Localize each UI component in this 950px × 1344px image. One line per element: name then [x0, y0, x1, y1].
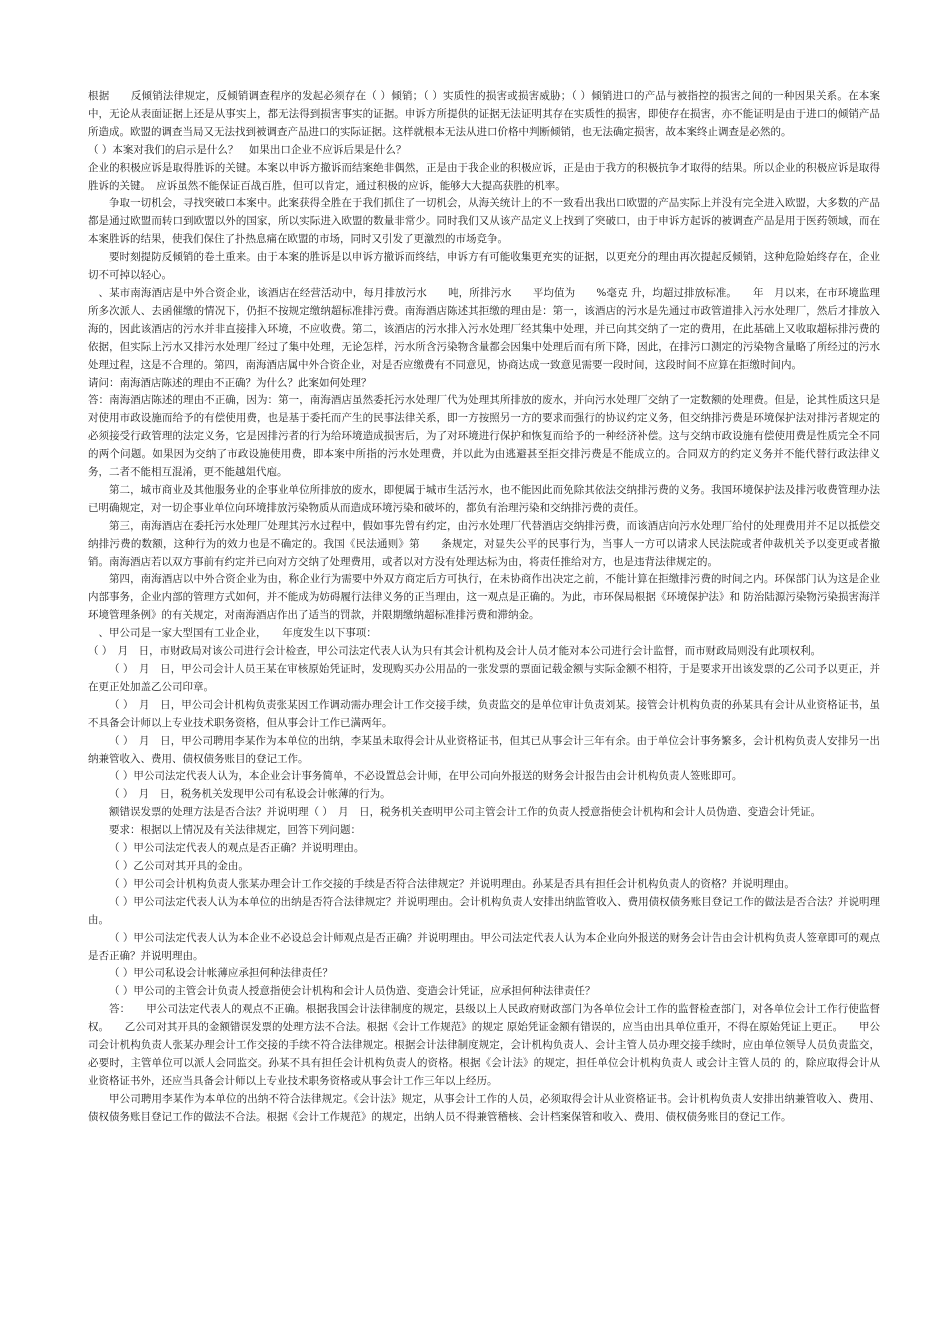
requirement-7: （ ）甲公司的主管会计负责人授意指使会计机构和会计人员伪造、变造会计凭证，应承担何种法律责任？ — [109, 985, 596, 998]
answer-nanhai-hotel-3: 第三，南海酒店在委托污水处理厂处理其污水过程中，假如事先曾有约定，由污水处理厂代替酒店交纳排污费，而该酒店向污水处理厂给付的处理费用并不足以抵偿交纳排污费的数额，这种行为的效力也是不确定的。我国《民法通则》第 条规定，对显失公平的民事行为，当事人一方可以请求人民法院或者仲裁机关予以变更或者撤销。南海酒店若以双方事前有约定并已向对方交纳了处理费用，或者以对方没有处理达标为由，将责任推给对方，也是违背法律规定的。 — [88, 519, 880, 568]
requirement-3: （ ）甲公司会计机构负责人张某办理会计工作交接的手续是否符合法律规定？并说明理由。孙某是否具有担任会计机构负责人的资格？并说明理由。 — [109, 877, 795, 890]
paragraph-4: 争取一切机会，寻找突破口本案中。此案获得全胜在于我们抓住了一切机会，从海关统计上的不一致看出我出口欧盟的产品实际上并没有完全进入欧盟，大多数的产品都是通过欧盟而转口到欧盟以外的国家，所以实际进入欧盟的数量非常少。同时我们又从该产品定义上找到了突破口，由于申诉方起诉的被调查产品是用于医药领域，而在 本案胜诉的结果，使我们保住了扑热息痛在欧盟的市场，同时又引发了更激烈的市场竞争。 — [88, 197, 891, 246]
event-1: （ ） 月 日，市财政局对该公司进行会计检查，甲公司法定代表人认为只有其会计机构及会计人员才能对本公司进行会计监督，而市财政局则没有此项权利。 — [88, 645, 822, 658]
paragraph-5: 要时刻提防反倾销的卷土重来。由于本案的胜诉是以申诉方撤诉而终结，申诉方有可能收集更充实的证据，以更充分的理由再次提起反倾销，这种危险始终存在，企业切不可掉以轻心。 — [88, 251, 880, 282]
paragraph-1: 根据 反倾销法律规定，反倾销调查程序的发起必须存在（ ）倾销；（ ）实质性的损害或损害威胁；（ ）倾销进口的产品与被指控的损害之间的一种因果关系。在本案中，无论从表面证据上还是从事实上，都无法得到损害事实的证据。申诉方所提供的证据无法证明其存在实质性的损害，即使存在损害，亦不能证明是由于进口的倾销产品所造成。欧盟的调查当局又无法找到被调查产品进口的实际证据。这样就根本无法从进口价格中判断倾销，也无法确定损害，故本案终止调查是必然的。 — [88, 90, 880, 138]
requirement-5: （ ）甲公司法定代表人认为本企业不必设总会计师观点是否正确？并说明理由。甲公司法定代表人认为本企业向外报送的财务会计告由会计机构负责人签章即可的观点是否正确？并说明理由。 — [88, 931, 880, 962]
event-6: （ ） 月 日，税务机关发现甲公司有私设会计帐薄的行为。 — [109, 788, 391, 801]
requirement-6: （ ）甲公司私设会计帐薄应承担何种法律责任？ — [109, 967, 333, 980]
event-2: （ ） 月 日，甲公司会计人员王某在审核原始凭证时，发现购买办公用品的一张发票的票面记载金额与实际金额不相符，于是要求开出该发票的乙公司予以更正，并在更正处加盖乙公司印章。 — [88, 663, 880, 693]
paragraph-3: 企业的积极应诉是取得胜诉的关键。本案以申诉方撤诉而结案绝非偶然，正是由于我企业的积极应诉，正是由于我方的积极抗争才取得的结果。所以企业的积极应诉是取得胜诉的关键。 应诉虽然不能保证百战百胜，但可以肯定，通过积极的应诉，能够大大提高获胜的机率。 — [88, 161, 880, 192]
event-7: 额错误发票的处理方法是否合法？并说明理（ ） 月 日，税务机关查明甲公司主管会计工作的负责人授意指使会计机构和会计人员伪造、变造会计凭证。 — [109, 806, 822, 819]
event-5: （ ）甲公司法定代表人认为，本企业会计事务简单，不必设置总会计师，在甲公司向外报送的财务会计报告由会计机构负责人签账即可。 — [109, 770, 743, 783]
requirements-heading: 要求：根据以上情况及有关法律规定，回答下列问题： — [109, 824, 361, 837]
question-heading-implication: （ ）本案对我们的启示是什么？ 如果出口企业不应诉后果是什么？ — [88, 143, 407, 156]
answer-company-jia-1: 答： 甲公司法定代表人的观点不正确。根据我国会计法律制度的规定，县级以上人民政府财政部门为各单位会计工作的监督检查部门，对各单位会计工作行使监督权。 乙公司对其开具的金额错误发票的处理方法不合法。根据《会计工作规范》的规定 原始凭证金额有错误的，应当由出具单位重开，不得在原始凭证上更正。 甲公司会计机构负责人张某办理会计工作交接的手续不符合法律规定。根据会计法律制度规定，会计机构负责人、会计主管人员办理交接手续时，应由单位领导人员负责监交，必要时，主管单位可以派人会同监交。孙某不具有担任会计机构负责人的资格。根据《会计法》的规定，担任单位会计机构负责人 或会计主管人员的 的，除应取得会计从业资格证书外，还应当具备会计师以上专业技术职务资格或从事会计工作三年以上经历。 — [88, 1003, 880, 1087]
answer-nanhai-hotel-4: 第四，南海酒店以中外合资企业为由，称企业行为需要中外双方商定后方可执行，在未协商作出决定之前，不能计算在拒缴排污费的时间之内。环保部门认为这是企业内部事务，企业内部的管理方式如何，并不能成为妨碍履行法律义务的正当理由，这一观点是正确的。为此，市环保局根据《环境保护法》和 防治陆源污染物污染损害海洋环境管理条例》的有关规定，对南海酒店作出了适当的罚款，并限期缴纳超标准排污费和滞纳金。 — [88, 573, 880, 622]
case-company-jia: 、甲公司是一家大型国有工业企业， 年度发生以下事项： — [98, 627, 377, 640]
requirement-1: （ ）甲公司法定代表人的观点是否正确？并说明理由。 — [109, 842, 365, 855]
question-nanhai-hotel: 请问：南海酒店陈述的理由不正确？为什么？此案如何处理？ — [88, 376, 372, 389]
answer-nanhai-hotel-1: 答：南海酒店陈述的理由不正确，因为：第一，南海酒店虽然委托污水处理厂代为处理其所排放的废水，并向污水处理厂交纳了一定数额的处理费。但是，论其性质这只是对使用市政设施而给予的有偿使用费，也是基于委托而产生的民事法律关系，即一方按照另一方的要求而强行的协议约定义务，但交纳排污费是环境保护法对排污者规定的必须接受行政管理的法定义务，它是因排污者的行为给环境造成损害后，为了对环境进行保护和恢复而给予的一种经济补偿。这与交纳市政设施有偿使用费是性质完全不同的两个问题。如果因为交纳了市政设施使用费，即本案中所指的污水处理费，并以此为由逃避甚至拒交排污费是不能成立的。合同双方的约定义务并不能代替行政法律义务，二者不能相互混淆，更不能越俎代庖。 — [88, 394, 880, 479]
event-3: （ ） 月 日，甲公司会计机构负责张某因工作调动需办理会计工作交接手续，负责监交的是单位审计负责刘某。接管会计机构负责的孙某具有会计从业资格证书，虽不具备会计师以上专业技术职务资格，但从事会计工作已满两年。 — [88, 698, 880, 729]
requirement-2: （ ）乙公司对其开具的金由。 — [109, 859, 249, 872]
case-nanhai-hotel: 、某市南海酒店是中外合资企业，该酒店在经营活动中，每月排放污水 吨，所排污水 平均值为 %毫克 升，均超过排放标准。 年 月以来，在市环境监理所多次派人、去函催缴的情况下，仍拒不按规定缴纳超标准排污费。南海酒店陈述其拒缴的理由是：第一，该酒店的污水是先通过市政管道排入污水处理厂，然后才排放入海的，因此该酒店的污水并非直接排入环境，不应收费。第二，该酒店的污水排入污水处理厂经其集中处理，并已向其交纳了一定的费用，在此基础上又收取超标排污费的依据，但实际上污水又排污水处理厂经过了集中处理，无论怎样，污水所含污染物含量都会因集中处理后而有所下降，因此，在排污口测定的污染物含量略了所经过的污水处理过程，这是不合理的。第四，南海酒店属中外合资企业，对是否应缴费有不同意见，协商达成一致意见需要一段时间，这段时间不应算在拒缴时间内。 — [88, 286, 880, 371]
answer-company-jia-2: 甲公司聘用李某作为本单位的出纳不符合法律规定。《会计法》规定，从事会计工作的人员，必须取得会计从业资格证书。会计机构负责人安排出纳兼管收入、费用、债权债务账目登记工作的做法不合法。根据《会计工作规范》的规定，出纳人员不得兼管稽核、会计档案保管和收入、费用、债权债务账目的登记工作。 — [88, 1092, 880, 1123]
answer-nanhai-hotel-2: 第二，城市商业及其他服务业的企事业单位所排放的废水，即便属于城市生活污水，也不能因此而免除其依法交纳排污费的义务。我国环境保护法及排污收费管理办法已明确规定，对一切企事业单位向环境排放污染物质从而造成环境污染和破坏的，都负有治理污染和交纳排污费的责任。 — [88, 483, 880, 514]
event-4: （ ） 月 日，甲公司聘用李某作为本单位的出纳，李某虽未取得会计从业资格证书，但其已从事会计三年有余。由于单位会计事务繁多，会计机构负责人安排另一出纳兼管收入、费用、债权债务账目的登记工作。 — [88, 734, 880, 765]
requirement-4: （ ）甲公司法定代表人认为本单位的出纳是否符合法律规定？并说明理由。会计机构负责人安排出纳监管收入、费用债权债务账目登记工作的做法是否合法？并说明理由。 — [88, 895, 880, 926]
